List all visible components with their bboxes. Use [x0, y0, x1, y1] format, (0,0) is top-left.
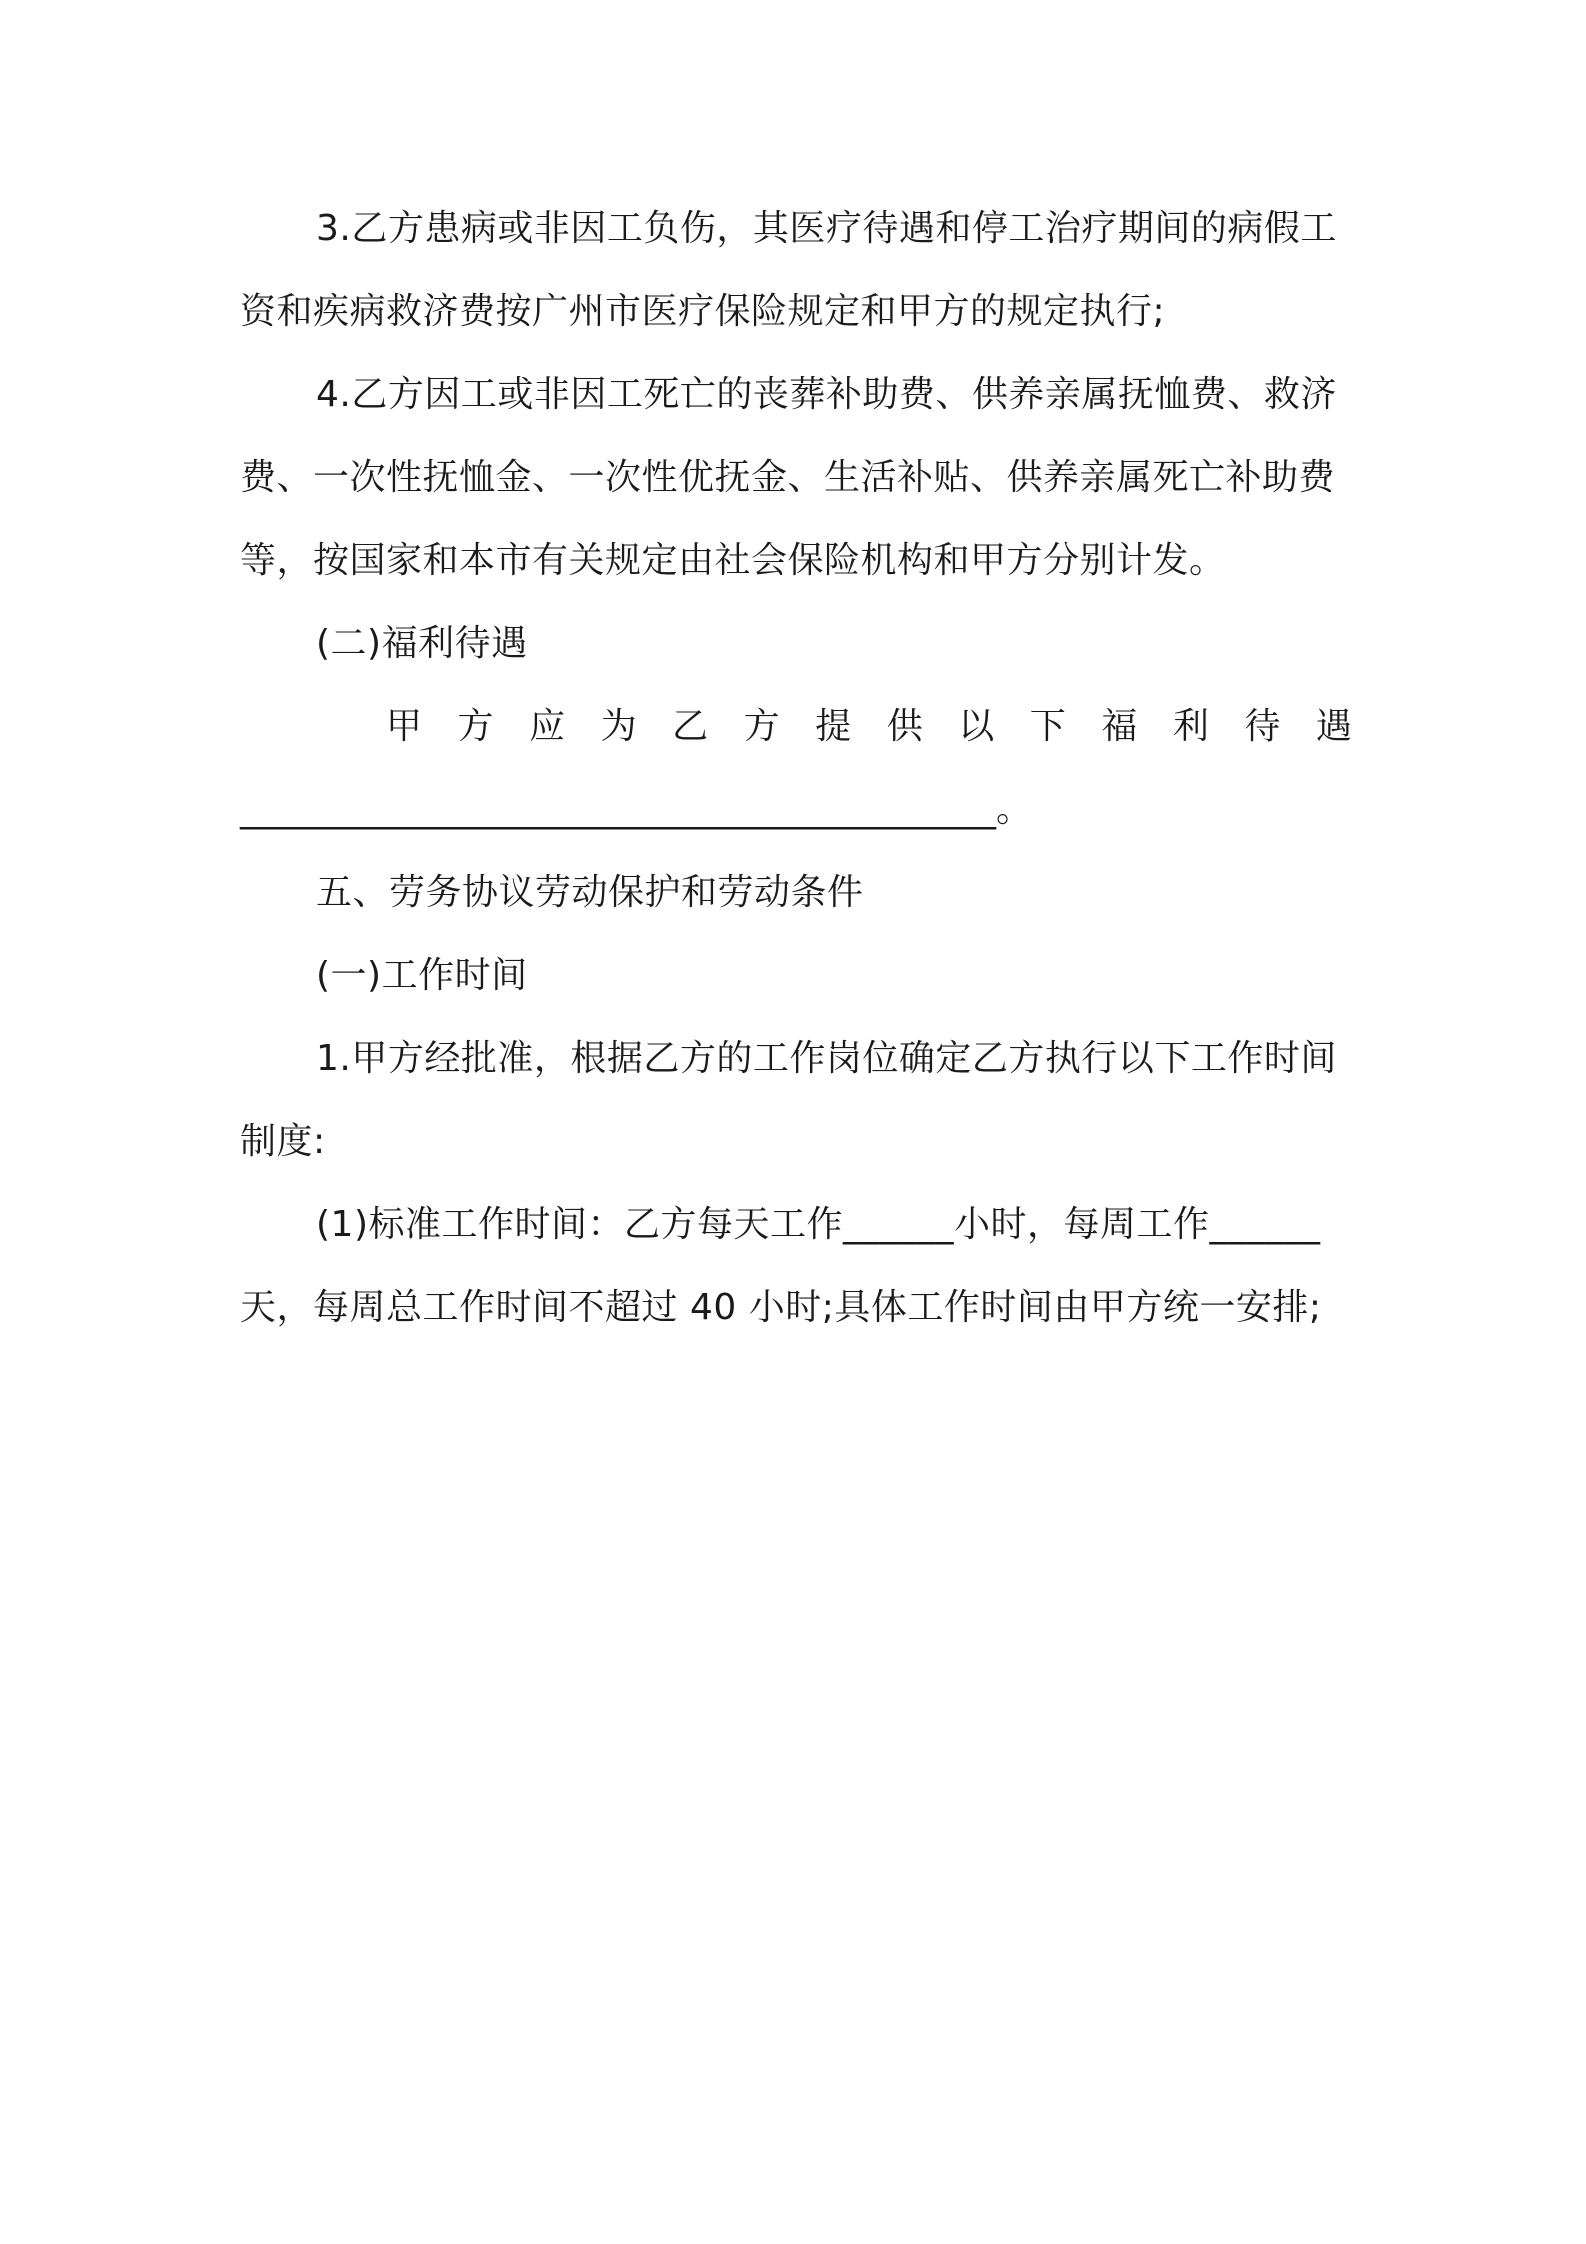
work-time-heading: (一)工作时间 [316, 955, 528, 996]
welfare-char: 方 [743, 706, 780, 747]
welfare-char: 乙 [672, 706, 709, 747]
item-1-line-1: 1.甲方经批准，根据乙方的工作岗位确定乙方执行以下工作时间 [316, 1038, 1337, 1079]
paragraph-4-line-3: 等，按国家和本市有关规定由社会保险机构和甲方分别计发。 [240, 540, 1226, 581]
welfare-char: 以 [958, 706, 995, 747]
welfare-char: 待 [1244, 706, 1281, 747]
welfare-char: 方 [457, 706, 494, 747]
welfare-char: 供 [886, 706, 923, 747]
welfare-provision-line [386, 705, 1352, 749]
item-1a-line-1: (1)标准工作时间：乙方每天工作______小时，每周工作______ [316, 1204, 1321, 1245]
item-1a-line-2: 天，每周总工作时间不超过 40 小时;具体工作时间由甲方统一安排; [240, 1287, 1322, 1328]
paragraph-3-line-2: 资和疾病救济费按广州市医疗保险规定和甲方的规定执行; [240, 291, 1166, 332]
welfare-char: 为 [600, 706, 637, 747]
item-1-line-2: 制度: [240, 1121, 326, 1162]
paragraph-3-line-1: 3.乙方患病或非因工负伤，其医疗待遇和停工治疗期间的病假工 [316, 208, 1337, 249]
welfare-heading: (二)福利待遇 [316, 623, 528, 664]
paragraph-4-line-1: 4.乙方因工或非因工死亡的丧葬补助费、供养亲属抚恤费、救济 [316, 374, 1337, 415]
welfare-char: 甲 [386, 706, 423, 747]
welfare-char: 下 [1029, 706, 1066, 747]
welfare-char: 提 [815, 706, 852, 747]
paragraph-4-line-2: 费、一次性抚恤金、一次性优抚金、生活补贴、供养亲属死亡补助费 [240, 457, 1336, 498]
welfare-char: 利 [1172, 706, 1209, 747]
welfare-blank-line: __________________________________________。 [240, 789, 1032, 830]
welfare-char: 遇 [1315, 706, 1352, 747]
section-5-heading: 五、劳务协议劳动保护和劳动条件 [316, 872, 864, 913]
welfare-char: 福 [1101, 706, 1138, 747]
welfare-char: 应 [529, 706, 566, 747]
